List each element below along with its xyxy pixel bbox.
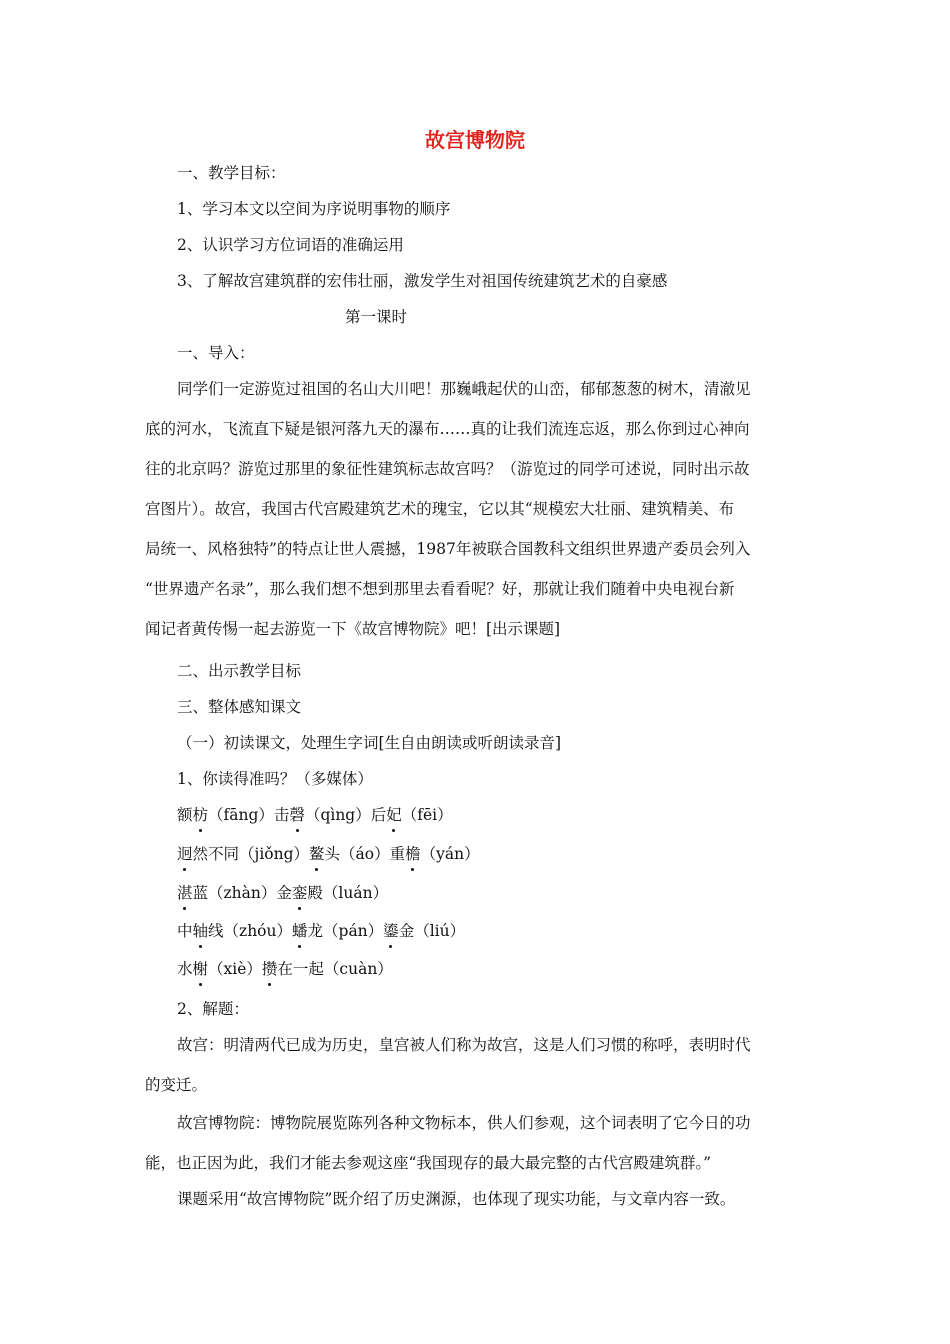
vocab-line [177,843,480,865]
emphasis-char: 檐 [405,845,421,863]
vocab-text: （fēi） [401,806,453,824]
vocab-text: （yán） [420,845,480,863]
document-title: 故宫博物院 [425,128,525,152]
emphasis-char: 榭 [192,960,209,978]
paragraph-line: 底的河水，飞流直下疑是银河落九天的瀑布……真的让我们流连忘返，那么你到过心神向 [145,420,750,438]
paragraph-line: 往的北京吗？游览过那里的象征性建筑标志故宫吗？（游览过的同学可述说，同时出示故 [145,460,750,478]
vocab-text: 头（áo）重 [324,845,406,863]
vocab-text: （fāng）击 [208,806,290,824]
vocab-text: 殿（luán） [307,884,389,902]
vocab-text: （qìng）后 [304,806,387,824]
vocab-text: 然不同（jiǒng） [192,845,310,863]
emphasis-char: 枋 [192,806,209,824]
emphasis-char: 迥 [177,845,193,863]
text-line: 2、解题： [177,1000,249,1018]
paragraph-line: 故宫博物院：博物院展览陈列各种文物标本，供人们参观，这个词表明了它今日的功 [177,1114,751,1132]
vocab-text: 中 [177,922,193,940]
text-line: 一、教学目标： [177,164,286,182]
vocab-text: 水 [177,960,193,978]
emphasis-char: 轴 [192,922,209,940]
vocab-text: 蓝（zhàn）金 [192,884,292,902]
vocab-text: 在一起（cuàn） [277,960,393,978]
paragraph-line: 宫图片）。故宫，我国古代宫殿建筑艺术的瑰宝，它以其“规模宏大壮丽、建筑精美、布 [145,500,735,518]
emphasis-char: 磬 [289,806,305,824]
emphasis-char: 鳌 [309,845,325,863]
emphasis-char: 蟠 [292,922,308,940]
vocab-text: 金（liú） [398,922,466,940]
paragraph-line: 局统一、风格独特”的特点让世人震撼，1987年被联合国教科文组织世界遗产委员会列入 [145,540,751,558]
text-line: 三、整体感知课文 [177,698,302,716]
text-line: 1、你读得准吗？（多媒体） [177,770,373,788]
emphasis-char: 銮 [291,884,308,902]
text-line: 3、了解故宫建筑群的宏伟壮丽，激发学生对祖国传统建筑艺术的自豪感 [177,272,668,290]
paragraph-line: 同学们一定游览过祖国的名山大川吧！那巍峨起伏的山峦，郁郁葱葱的树木，清澈见 [177,380,751,398]
vocab-text: 线（zhóu） [208,922,292,940]
emphasis-char: 攒 [261,960,278,978]
text-line: 1、学习本文以空间为序说明事物的顺序 [177,200,451,218]
paragraph-line: “世界遗产名录”，那么我们想不想到那里去看看呢？好，那就让我们随着中央电视台新 [145,580,735,598]
paragraph-line: 能，也正因为此，我们才能去参观这座“我国现存的最大最完整的古代宫殿建筑群。” [145,1154,712,1172]
vocab-line [177,804,453,826]
paragraph-line: 闻记者黄传惕一起去游览一下《故宫博物院》吧！[出示课题] [145,620,561,638]
text-line: （一）初读课文，处理生字词[生自由朗读或听朗读录音] [177,734,562,752]
paragraph-line: 的变迁。 [145,1076,208,1094]
vocab-text: 额 [177,806,193,824]
lesson-heading: 第一课时 [345,308,408,326]
vocab-text: 龙（pán） [307,922,384,940]
emphasis-char: 鎏 [383,922,399,940]
emphasis-char: 妃 [386,806,402,824]
vocab-line [177,958,393,980]
text-line: 一、导入： [177,344,255,362]
text-line: 2、认识学习方位词语的准确运用 [177,236,404,254]
paragraph-line: 课题采用“故宫博物院”既介绍了历史渊源，也体现了现实功能，与文章内容一致。 [177,1190,736,1208]
emphasis-char: 湛 [177,884,193,902]
paragraph-line: 故宫：明清两代已成为历史，皇宫被人们称为故宫，这是人们习惯的称呼，表明时代 [177,1036,751,1054]
vocab-text: （xiè） [208,960,262,978]
text-line: 二、出示教学目标 [177,662,302,680]
vocab-line [177,920,465,942]
vocab-line [177,882,388,904]
